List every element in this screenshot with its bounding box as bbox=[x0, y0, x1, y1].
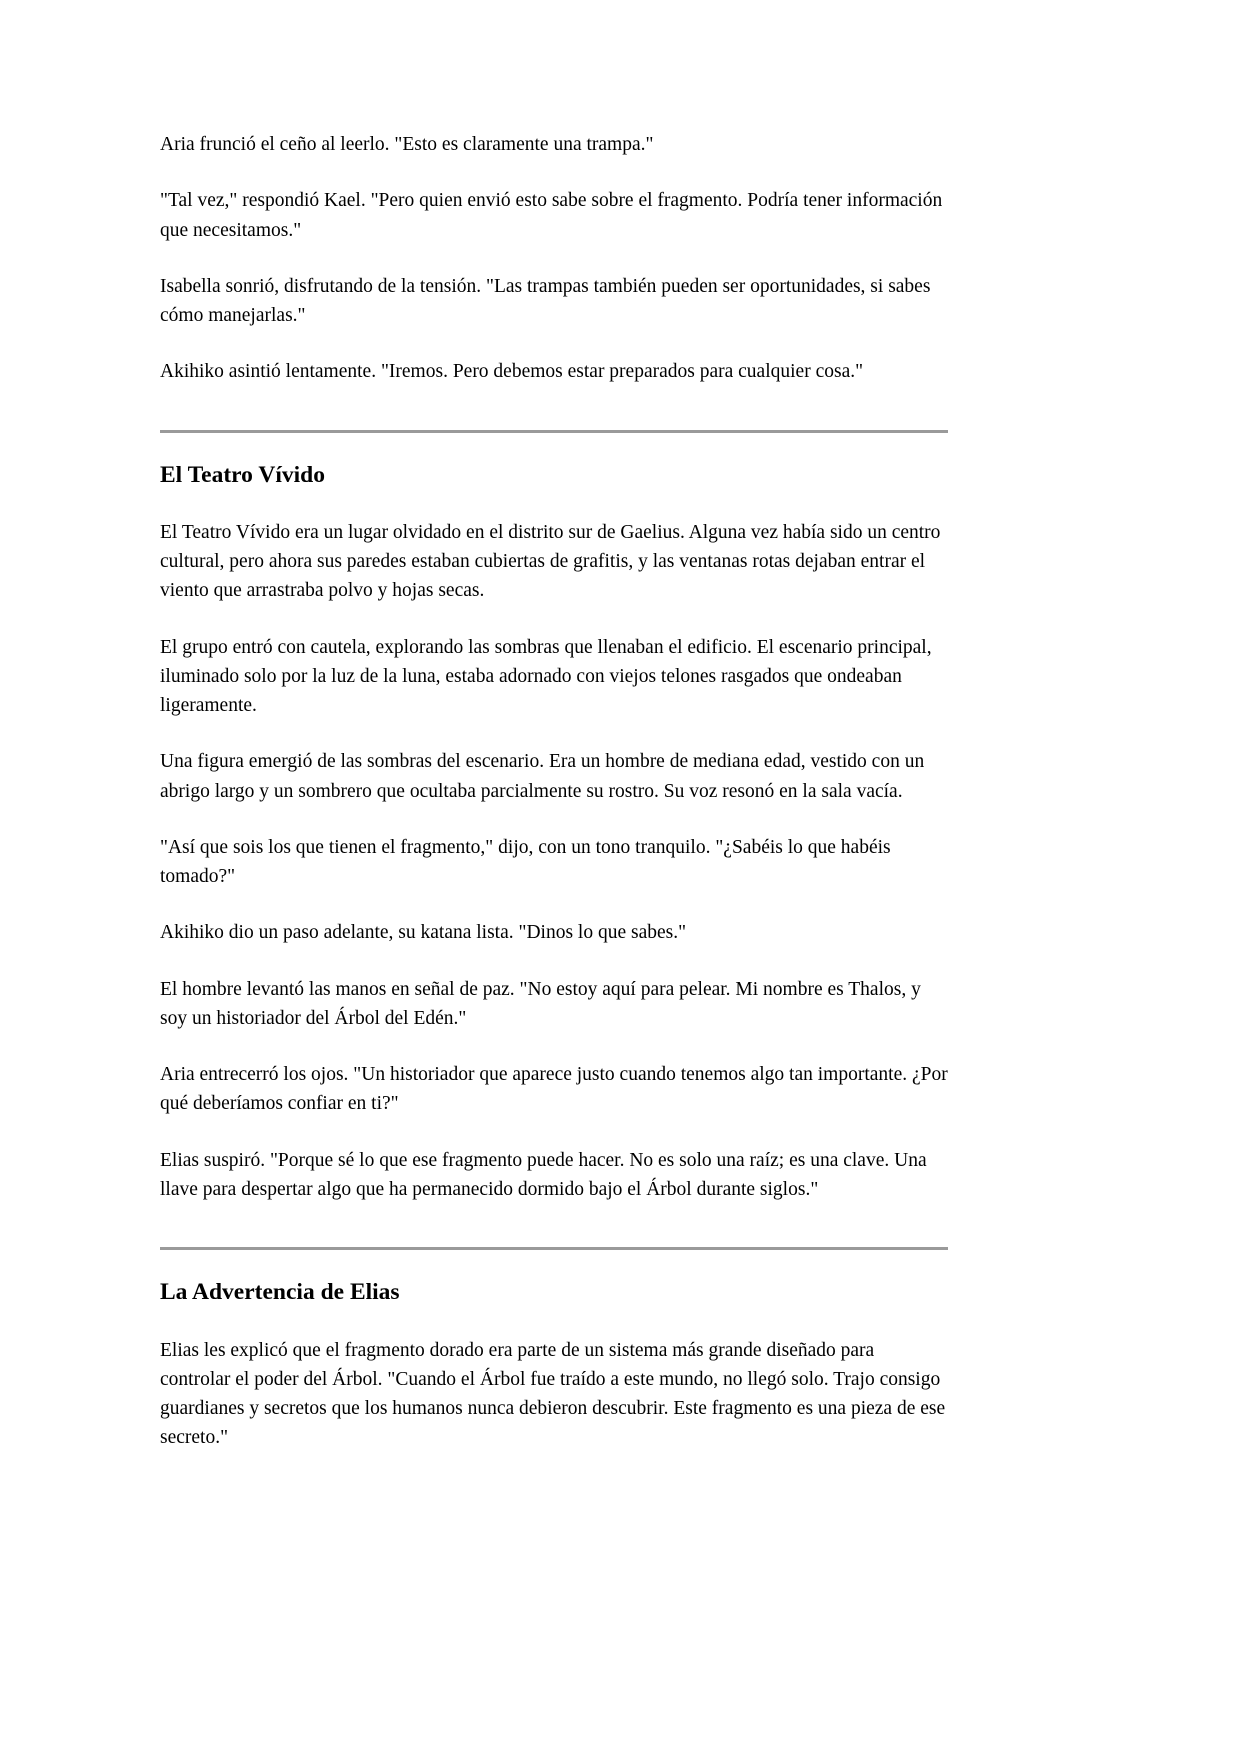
paragraph: El Teatro Vívido era un lugar olvidado en el distrito sur de Gaelius. Alguna vez había sido un centro cultural, pero ahora sus paredes estaban cubiertas de grafitis, y las ventanas rotas dejaban entrar el viento que arrastraba polvo y hojas secas. bbox=[160, 521, 941, 602]
section-divider bbox=[160, 430, 948, 433]
paragraph: Elias suspiró. "Porque sé lo que ese fragmento puede hacer. No es solo una raíz; es una clave. Una llave para despertar algo que ha permanecido dormido bajo el Árbol durante siglos." bbox=[160, 1149, 927, 1200]
paragraph: Aria frunció el ceño al leerlo. "Esto es claramente una trampa." bbox=[160, 134, 654, 155]
paragraph: El hombre levantó las manos en señal de paz. "No estoy aquí para pelear. Mi nombre es Thalos, y soy un historiador del Árbol del Edén." bbox=[160, 978, 921, 1029]
paragraph: Akihiko asintió lentamente. "Iremos. Pero debemos estar preparados para cualquier cosa." bbox=[160, 361, 864, 383]
paragraph: "Tal vez," respondió Kael. "Pero quien envió esto sabe sobre el fragmento. Podría tener información que necesitamos." bbox=[160, 190, 943, 241]
paragraph: Isabella sonrió, disfrutando de la tensión. "Las trampas también pueden ser oportunidades, si sabes cómo manejarlas." bbox=[160, 275, 931, 326]
paragraph: El grupo entró con cautela, explorando las sombras que llenaban el edificio. El escenario principal, iluminado solo por la luz de la luna, estaba adornado con viejos telones rasgados que ondeaban ligeramente. bbox=[160, 636, 932, 717]
paragraph: Aria entrecerró los ojos. "Un historiador que aparece justo cuando tenemos algo tan importante. ¿Por qué deberíamos confiar en ti?" bbox=[160, 1064, 948, 1115]
section-heading-el-teatro-vivido: El Teatro Vívido bbox=[160, 461, 325, 488]
paragraph: "Así que sois los que tienen el fragmento," dijo, con un tono tranquilo. "¿Sabéis lo que habéis tomado?" bbox=[160, 836, 891, 888]
paragraph: Elias les explicó que el fragmento dorado era parte de un sistema más grande diseñado para controlar el poder del Árbol. "Cuando el Árbol fue traído a este mundo, no llegó solo. Trajo consigo guardianes y secretos que los humanos nunca debieron descubrir. Este fragmento es una pieza de ese secreto." bbox=[160, 1339, 946, 1449]
section-divider bbox=[160, 1247, 948, 1250]
paragraph: Una figura emergió de las sombras del escenario. Era un hombre de mediana edad, vestido con un abrigo largo y un sombrero que ocultaba parcialmente su rostro. Su voz resonó en la sala vacía. bbox=[160, 751, 925, 802]
paragraph: Akihiko dio un paso adelante, su katana lista. "Dinos lo que sabes." bbox=[160, 922, 687, 944]
section-heading-la-advertencia-de-elias: La Advertencia de Elias bbox=[160, 1279, 400, 1306]
